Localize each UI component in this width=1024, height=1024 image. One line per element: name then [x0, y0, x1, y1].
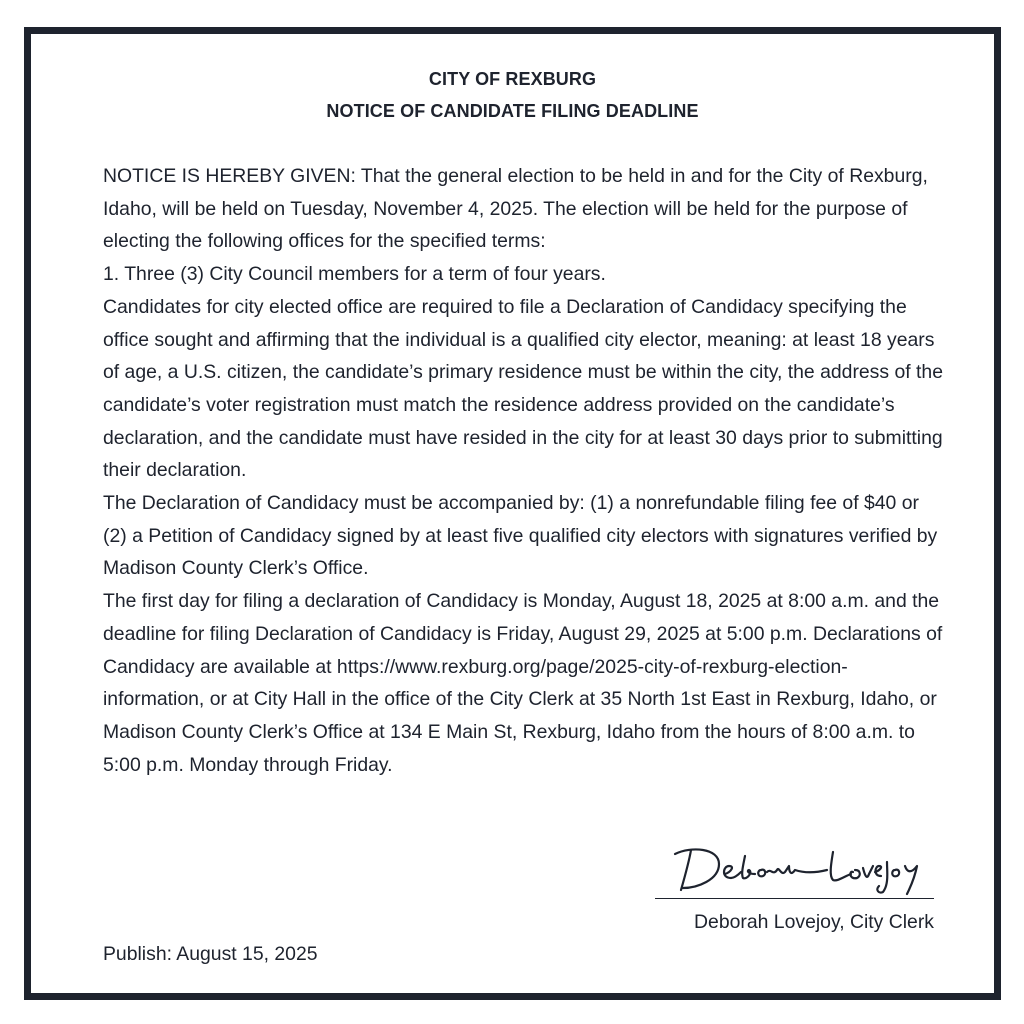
- signer-name: Deborah Lovejoy, City Clerk: [694, 911, 934, 933]
- signature-line: [655, 898, 934, 899]
- notice-paragraph-offices: 1. Three (3) City Council members for a term of four years.: [103, 263, 606, 286]
- notice-body: [103, 160, 943, 781]
- notice-paragraph-intro: NOTICE IS HEREBY GIVEN: That the general election to be held in and for the City of Rexburg, Idaho, will be held on Tuesday, November 4, 2025. The election will be held for the purpose of electing the following offices for the specified terms:: [103, 165, 928, 253]
- notice-paragraph-requirements: Candidates for city elected office are required to file a Declaration of Candidacy specifying the office sought and affirming that the individual is a qualified city elector, meaning: at least 18 years of age, a U.S. citizen, the candidate’s primary residence must be within the city, the address of the candidate’s voter registration must match the residence address provided on the candidate’s declaration, and the candidate must have resided in the city for at least 30 days prior to submitting their declaration.: [103, 295, 943, 482]
- publish-date: Publish: August 15, 2025: [103, 943, 318, 965]
- handwritten-signature: [661, 836, 933, 896]
- notice-paragraph-fee: The Declaration of Candidacy must be accompanied by: (1) a nonrefundable filing fee of $40 or (2) a Petition of Candidacy signed by at least five qualified city electors with signatures verified by Madison County Clerk’s Office.: [103, 492, 938, 580]
- notice-title-city: CITY OF REXBURG: [428, 69, 597, 89]
- notice-page: [24, 27, 1001, 1000]
- notice-title-heading: NOTICE OF CANDIDATE FILING DEADLINE: [326, 101, 699, 121]
- notice-paragraph-dates: The first day for filing a declaration of Candidacy is Monday, August 18, 2025 at 8:00 a.m. and the deadline for filing Declaration of Candidacy is Friday, August 29, 2025 at 5:00 p.m. Declarations of Candidacy are available at https://www.rexburg.org/page/2025-city-of-rexburg-election-information, or at City Hall in the office of the City Clerk at 35 North 1st East in Rexburg, Idaho, or Madison County Clerk’s Office at 134 E Main St, Rexburg, Idaho from the hours of 8:00 a.m. to 5:00 p.m. Monday through Friday.: [103, 590, 943, 776]
